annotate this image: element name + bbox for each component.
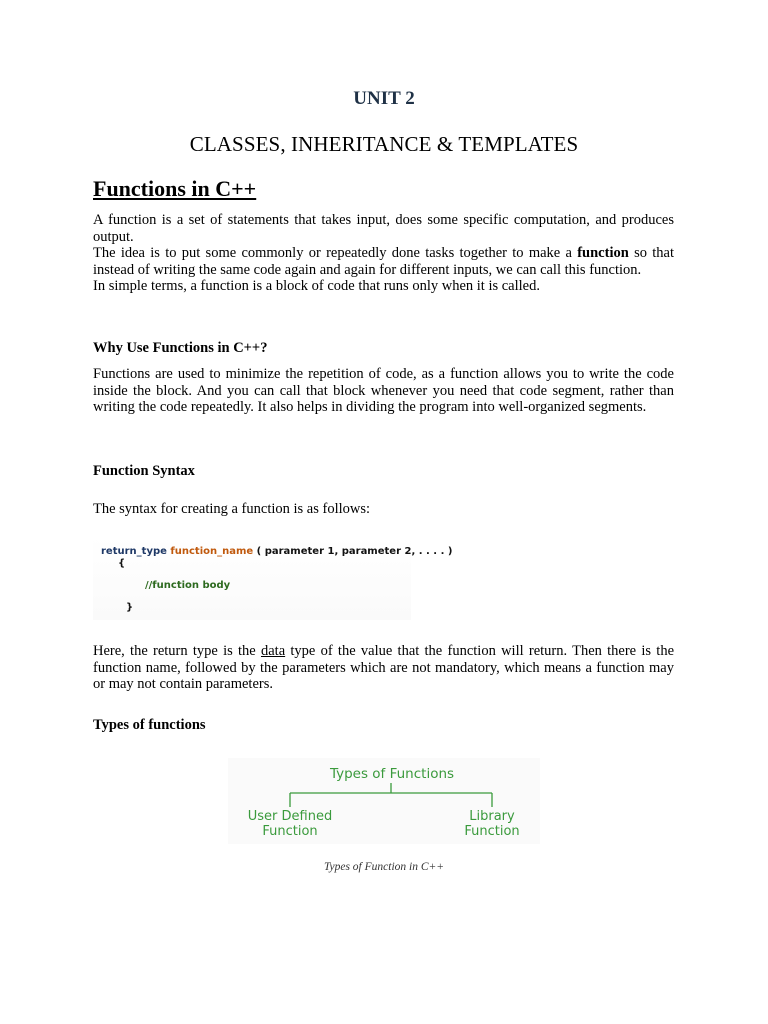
right-node-line-1: Library [469, 809, 515, 824]
why-paragraph: Functions are used to minimize the repetition of code, as a function allows you to write the code inside the block. And you can call that block whenever you need that code segment, rather than writing the code repeatedly. It also helps in dividing the program into well-organized segments. [93, 366, 674, 416]
code-signature-line [101, 546, 452, 557]
code-comment: //function body [145, 580, 231, 591]
intro-paragraph [93, 212, 674, 295]
left-node-line-2: Function [262, 824, 318, 839]
explain-end: type of the value that the function will return. Then there is the function name, followed by the parameters which are not mandatory, which means a function may or may not contain parameters. [93, 643, 675, 693]
intro-line-2 [93, 245, 674, 278]
code-return-type: return_type [101, 546, 167, 557]
syntax-intro: The syntax for creating a function is as follows: [93, 501, 371, 517]
code-function-name: function_name [170, 546, 254, 557]
document-title: CLASSES, INHERITANCE & TEMPLATES [189, 132, 579, 156]
intro-line-3: In simple terms, a function is a block of code that runs only when it is called. [93, 278, 540, 295]
code-open-brace: { [118, 558, 126, 569]
code-params: ( parameter 1, parameter 2, . . . . ) [256, 546, 453, 557]
intro-line-1: A function is a set of statements that takes input, does some specific computation, and produces output. [93, 212, 674, 245]
explain-start: Here, the return type is the [93, 643, 261, 659]
code-close-brace: } [126, 602, 134, 613]
diagram-left-node [230, 809, 350, 839]
section-heading: Functions in C++ [93, 176, 257, 201]
left-node-line-1: User Defined [247, 809, 333, 824]
syntax-code-image [93, 536, 453, 620]
intro-line-2-end: so that instead of writing the same code again and again for different inputs, we can call this function. [93, 245, 674, 278]
intro-bold-function: function [577, 245, 629, 262]
diagram-caption: Types of Function in C++ [323, 861, 445, 873]
why-heading: Why Use Functions in C++? [93, 340, 268, 356]
diagram-right-node [442, 809, 542, 839]
right-node-line-2: Function [464, 824, 520, 839]
unit-title: UNIT 2 [353, 88, 415, 109]
types-of-functions-diagram [228, 758, 540, 844]
diagram-root-label: Types of Functions [329, 766, 455, 782]
types-heading: Types of functions [93, 717, 206, 733]
syntax-explanation [93, 643, 674, 693]
syntax-heading: Function Syntax [93, 463, 195, 479]
intro-line-2-start: The idea is to put some commonly or repeatedly done tasks together to make a [93, 245, 578, 262]
data-link[interactable]: data [260, 643, 286, 659]
